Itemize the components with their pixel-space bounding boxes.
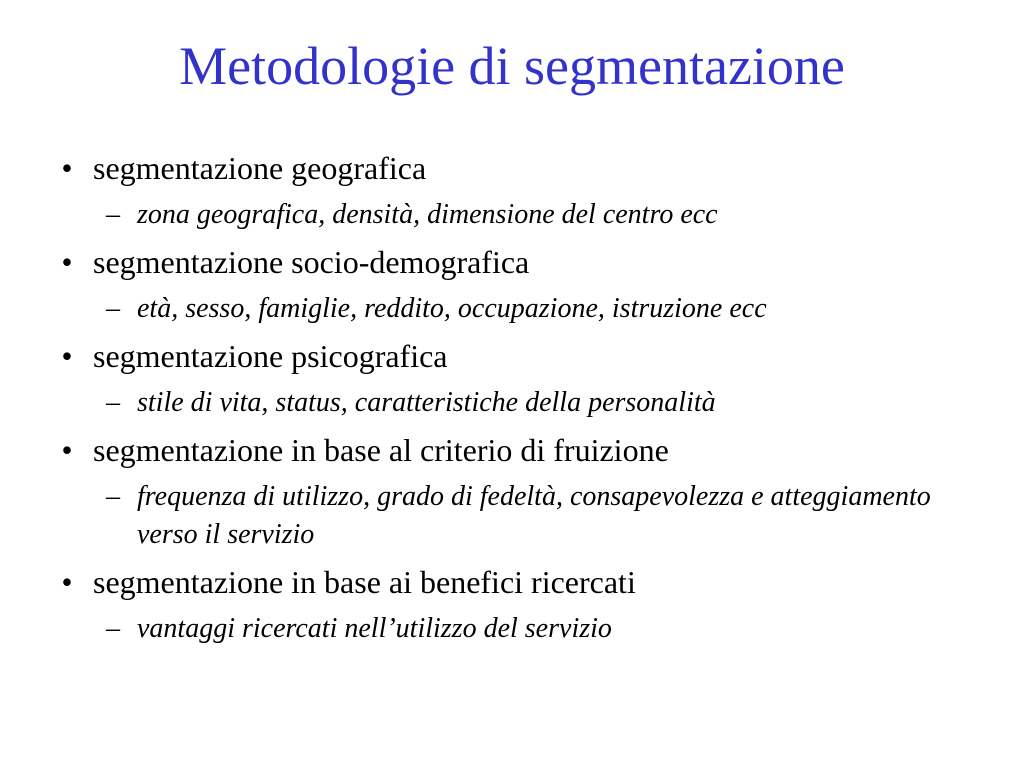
slide-title: Metodologie di segmentazione: [179, 36, 845, 96]
bullet-text: segmentazione in base al criterio di fruizione: [93, 432, 669, 468]
bullet-text: segmentazione geografica: [93, 150, 427, 186]
bullet-marker: •: [61, 564, 73, 600]
sub-bullet-text: zona geografica, densità, dimensione del centro ecc: [137, 199, 718, 230]
bullet-item: [55, 428, 995, 472]
sub-bullet-item: [55, 610, 995, 648]
sub-bullet-marker: –: [106, 481, 120, 512]
bullet-marker: •: [61, 150, 73, 186]
bullet-marker: •: [61, 338, 73, 374]
bullet-item: [55, 560, 995, 604]
bullet-marker: •: [61, 432, 73, 468]
bullet-list: [55, 146, 995, 654]
sub-bullet-item: [55, 290, 995, 328]
bullet-text: segmentazione psicografica: [93, 338, 448, 374]
sub-bullet-text: frequenza di utilizzo, grado di fedeltà, consapevolezza e atteggiamento verso il servizio: [137, 481, 931, 550]
sub-bullet-text: stile di vita, status, caratteristiche della personalità: [137, 387, 716, 418]
sub-bullet-item: [55, 478, 995, 554]
sub-bullet-marker: –: [106, 387, 120, 418]
sub-bullet-marker: –: [106, 613, 120, 644]
bullet-text: segmentazione in base ai benefici ricercati: [93, 564, 636, 600]
bullet-text: segmentazione socio-demografica: [93, 244, 530, 280]
sub-bullet-item: [55, 196, 995, 234]
bullet-item: [55, 146, 995, 190]
sub-bullet-item: [55, 384, 995, 422]
bullet-item: [55, 240, 995, 284]
sub-bullet-text: vantaggi ricercati nell’utilizzo del servizio: [137, 613, 612, 644]
sub-bullet-marker: –: [106, 199, 120, 230]
bullet-item: [55, 334, 995, 378]
sub-bullet-text: età, sesso, famiglie, reddito, occupazione, istruzione ecc: [137, 293, 767, 324]
bullet-marker: •: [61, 244, 73, 280]
sub-bullet-marker: –: [106, 293, 120, 324]
